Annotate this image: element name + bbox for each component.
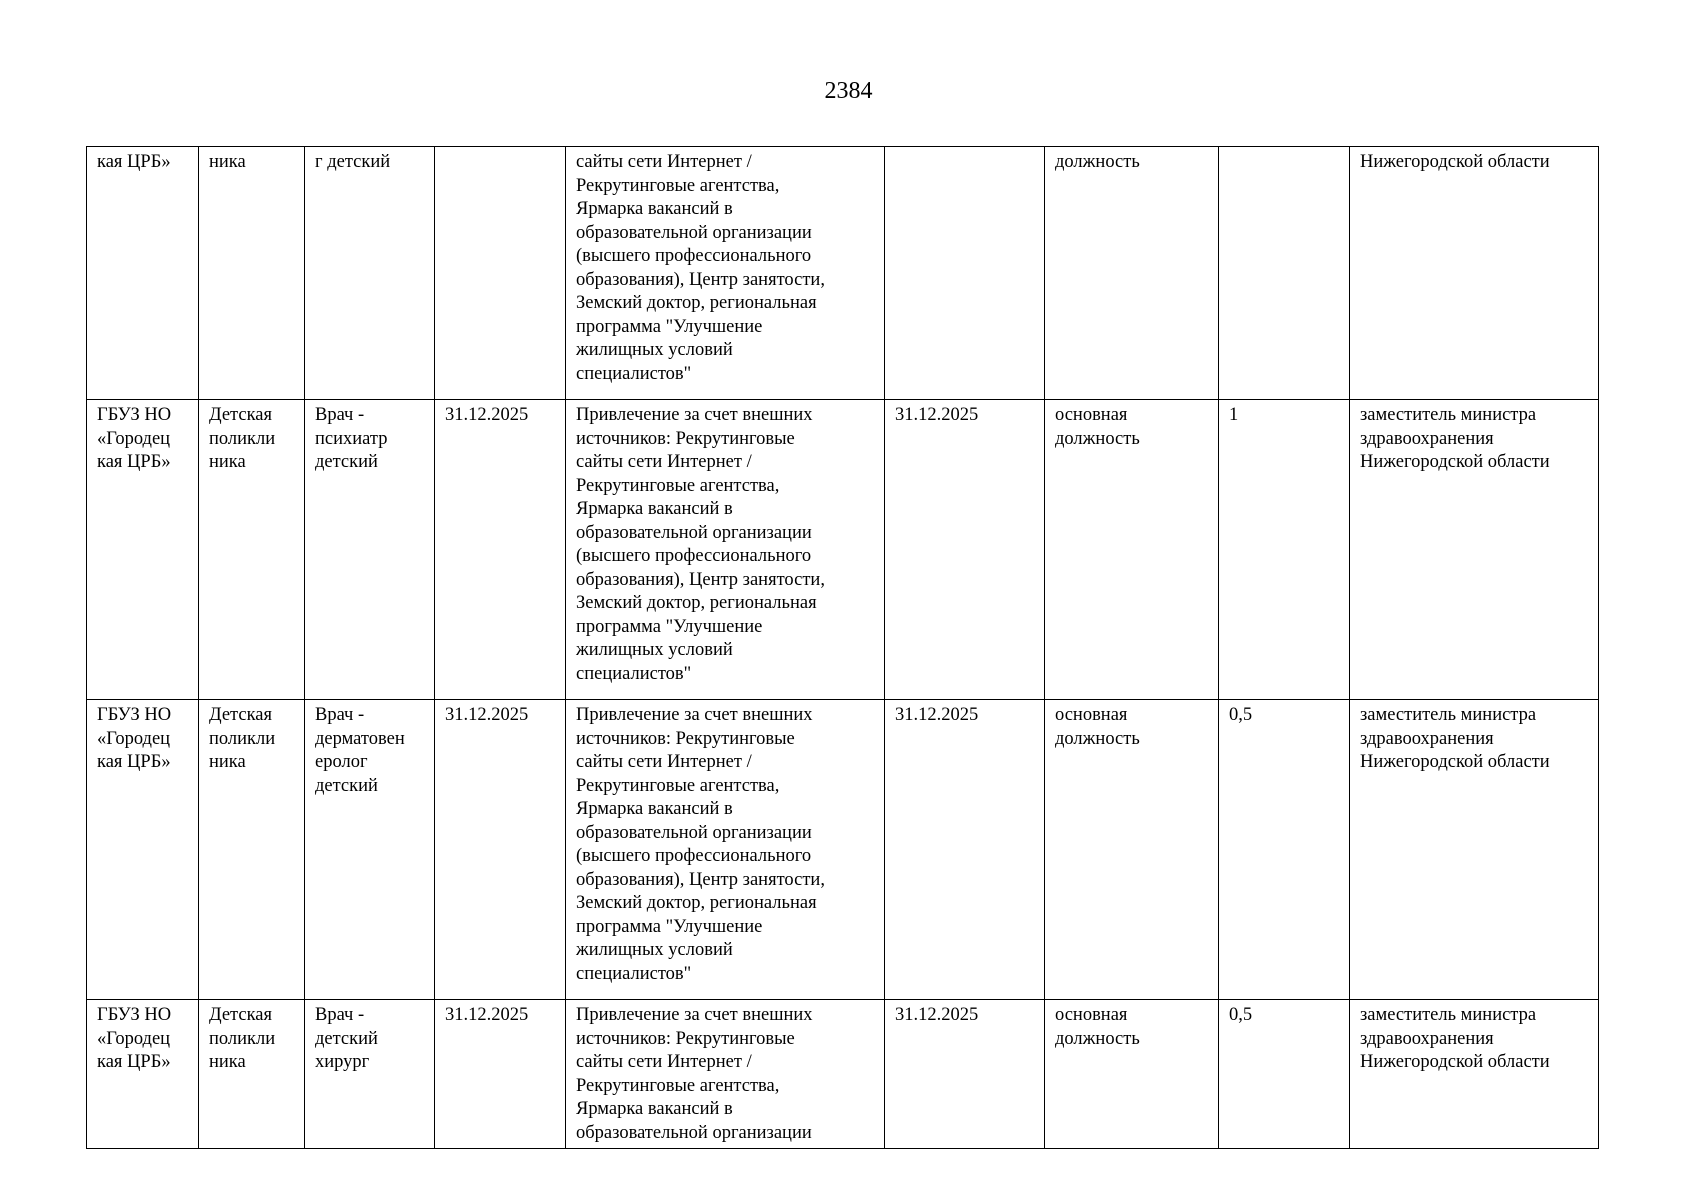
table-row <box>87 400 1599 700</box>
cell-unit: Детская поликли ника <box>199 400 305 700</box>
page-number: 2384 <box>824 78 873 104</box>
cell-rate <box>1219 147 1350 400</box>
cell-responsible: заместитель министра здравоохранения Нижегородской области <box>1350 1000 1599 1149</box>
cell-planned-date: 31.12.2025 <box>435 1000 566 1149</box>
cell-planned-date <box>435 147 566 400</box>
cell-fill-date <box>885 147 1045 400</box>
cell-position: Врач - психиатр детский <box>305 400 435 700</box>
table-row <box>87 147 1599 400</box>
cell-employment-type: основная должность <box>1045 700 1219 1000</box>
cell-rate: 0,5 <box>1219 700 1350 1000</box>
cell-employment-type: основная должность <box>1045 400 1219 700</box>
cell-responsible: Нижегородской области <box>1350 147 1599 400</box>
cell-unit: Детская поликли ника <box>199 1000 305 1149</box>
cell-employment-type: основная должность <box>1045 1000 1219 1149</box>
cell-unit: Детская поликли ника <box>199 700 305 1000</box>
cell-recruitment-method: Привлечение за счет внешних источников: Рекрутинговые сайты сети Интернет / Рекрутинговые агентства, Ярмарка вакансий в образовательной организации (высшего профессионального образования), Центр занятости, Земский доктор, региональная программа "Улучшение жилищных условий специалистов" <box>566 700 885 1000</box>
cell-organization: кая ЦРБ» <box>87 147 199 400</box>
table-row <box>87 1000 1599 1149</box>
cell-fill-date: 31.12.2025 <box>885 1000 1045 1149</box>
cell-position: г детский <box>305 147 435 400</box>
cell-employment-type: должность <box>1045 147 1219 400</box>
cell-rate: 1 <box>1219 400 1350 700</box>
cell-unit: ника <box>199 147 305 400</box>
cell-position: Врач - детский хирург <box>305 1000 435 1149</box>
cell-recruitment-method: Привлечение за счет внешних источников: Рекрутинговые сайты сети Интернет / Рекрутинговые агентства, Ярмарка вакансий в образовательной организации <box>566 1000 885 1149</box>
cell-responsible: заместитель министра здравоохранения Нижегородской области <box>1350 400 1599 700</box>
cell-fill-date: 31.12.2025 <box>885 400 1045 700</box>
cell-responsible: заместитель министра здравоохранения Нижегородской области <box>1350 700 1599 1000</box>
cell-planned-date: 31.12.2025 <box>435 400 566 700</box>
cell-fill-date: 31.12.2025 <box>885 700 1045 1000</box>
cell-rate: 0,5 <box>1219 1000 1350 1149</box>
cell-recruitment-method: сайты сети Интернет / Рекрутинговые агентства, Ярмарка вакансий в образовательной организации (высшего профессионального образования), Центр занятости, Земский доктор, региональная программа "Улучшение жилищных условий специалистов" <box>566 147 885 400</box>
table-row <box>87 700 1599 1000</box>
cell-recruitment-method: Привлечение за счет внешних источников: Рекрутинговые сайты сети Интернет / Рекрутинговые агентства, Ярмарка вакансий в образовательной организации (высшего профессионального образования), Центр занятости, Земский доктор, региональная программа "Улучшение жилищных условий специалистов" <box>566 400 885 700</box>
cell-planned-date: 31.12.2025 <box>435 700 566 1000</box>
cell-organization: ГБУЗ НО «Городец кая ЦРБ» <box>87 400 199 700</box>
cell-position: Врач - дерматовен еролог детский <box>305 700 435 1000</box>
cell-organization: ГБУЗ НО «Городец кая ЦРБ» <box>87 700 199 1000</box>
cell-organization: ГБУЗ НО «Городец кая ЦРБ» <box>87 1000 199 1149</box>
staffing-table <box>86 146 1599 1149</box>
